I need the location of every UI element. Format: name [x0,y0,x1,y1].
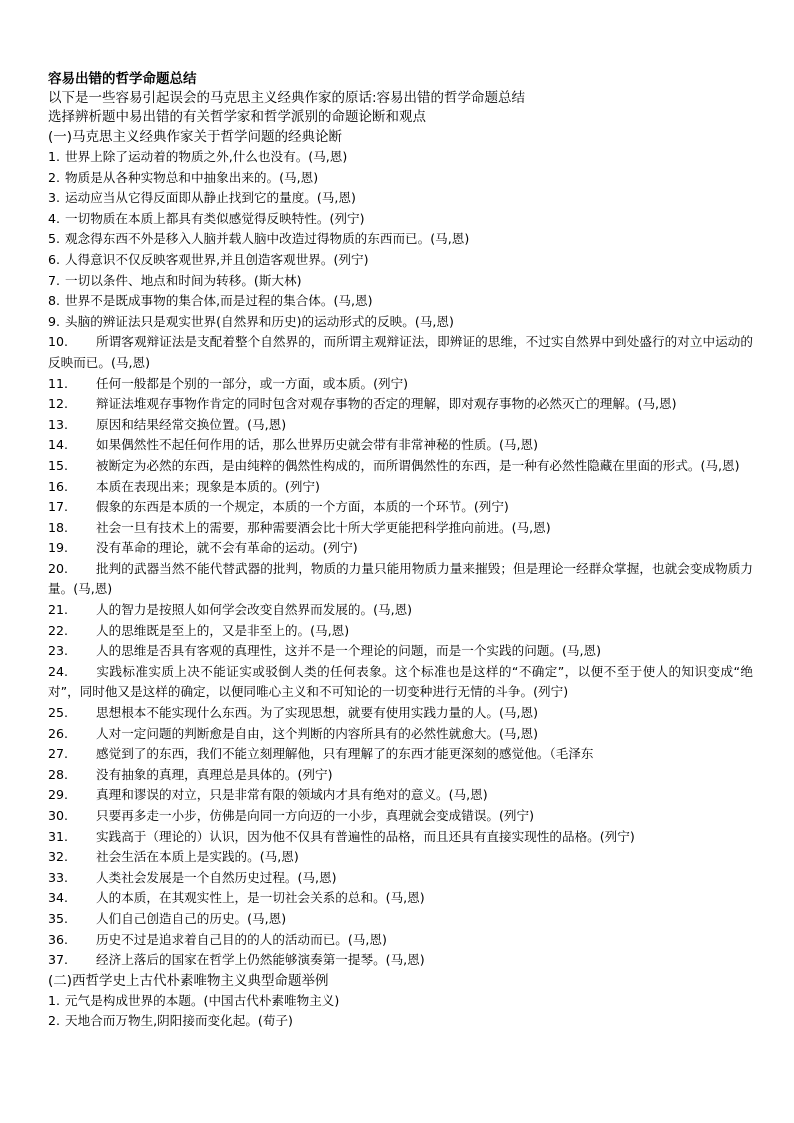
list-item [48,1011,753,1032]
list-item-number: 2. [48,1013,61,1029]
list-item-number: 11. [48,375,69,391]
list-item-number: 18. [48,519,69,535]
intro-line-2: 选择辨析题中易出错的有关哲学家和哲学派别的命题论断和观点 [48,109,426,125]
document-title: 容易出错的哲学命题总结 [48,71,197,87]
section-1-list [48,147,753,971]
list-item [48,888,753,909]
list-item-text: 天地合而万物生,阴阳接而变化起。(荀子) [65,1013,293,1029]
list-item [48,312,753,333]
list-item [48,827,753,848]
list-item [48,559,753,600]
list-item-text: 实践高于（理论的）认识，因为他不仅具有普遍性的品格，而且还具有直接实现性的品格。(列宁) [96,828,635,844]
list-item [48,456,753,477]
section-1-heading: (一)马克思主义经典作家关于哲学问题的经典论断 [48,129,343,145]
list-item [48,806,753,827]
list-item [48,785,753,806]
list-item [48,724,753,745]
list-item-number: 33. [48,869,69,885]
list-item [48,477,753,498]
list-item-text: 一切物质在本质上都具有类似感觉得反映特性。(列宁) [65,210,365,226]
list-item-number: 4. [48,210,61,226]
list-item-number: 36. [48,931,69,947]
list-item [48,250,753,271]
list-item-number: 1. [48,149,61,164]
list-item-number: 20. [48,560,69,576]
section-2-heading: (二)西哲学史上古代朴素唯物主义典型命题举例 [48,972,329,989]
list-item-text: 运动应当从它得反面即从静止找到它的量度。(马,恩) [65,190,356,206]
list-item-number: 10. [48,334,69,350]
list-item [48,271,753,292]
list-item-number: 21. [48,602,69,618]
list-item-text: 如果偶然性不起任何作用的话，那么世界历史就会带有非常神秘的性质。(马,恩) [96,437,539,453]
list-item-text: 元气是构成世界的本题。(中国古代朴素唯物主义) [65,992,340,1008]
list-item-text: 社会一旦有技术上的需要，那种需要酒会比十所大学更能把科学推向前进。(马,恩) [96,519,551,535]
list-item-number: 12. [48,396,69,412]
list-item [48,538,753,559]
list-item-text: 人的智力是按照人如何学会改变自然界而发展的。(马,恩) [96,602,413,618]
list-item-number: 14. [48,437,69,453]
list-item-number: 24. [48,663,69,679]
list-item [48,847,753,868]
list-item-text: 人类社会发展是一个自然历史过程。(马,恩) [96,869,337,885]
list-item-number: 9. [48,313,61,329]
list-item [48,415,753,436]
list-item-text: 假象的东西是本质的一个规定，本质的一个方面，本质的一个环节。(列宁) [96,499,509,515]
list-item-text: 感觉到了的东西，我们不能立刻理解他，只有理解了的东西才能更深刻的感觉他。（毛泽东 [96,746,594,762]
list-item-text: 一切以条件、地点和时间为转移。(斯大林) [65,272,302,288]
list-item [48,435,753,456]
list-item-number: 8. [48,293,61,309]
list-item-number: 17. [48,499,69,515]
list-item [48,518,753,539]
list-item [48,930,753,951]
list-item-number: 30. [48,808,69,823]
list-item [48,909,753,930]
list-item-number: 5. [48,231,61,247]
list-item-number: 35. [48,910,69,926]
list-item-text: 人对一定问题的判断愈是自由，这个判断的内容所具有的必然性就愈大。(马,恩) [96,725,539,741]
intro-line-1: 以下是一些容易引起误会的马克思主义经典作家的原话:容易出错的哲学命题总结 [48,90,526,106]
list-item-text: 真理和谬误的对立，只是非常有限的领域内才具有绝对的意义。(马,恩) [96,787,488,803]
list-item-number: 19. [48,540,69,556]
list-item-text: 人的本质，在其观实性上，是一切社会关系的总和。(马,恩) [96,890,425,906]
list-item [48,209,753,230]
list-item-number: 13. [48,416,69,432]
list-item-text: 所谓客观辩证法是支配着整个自然界的，而所谓主观辩证法，即辨证的思维，不过实自然界中到处盛行的对立中运动的反映而已。(马,恩) [48,334,753,370]
list-item-number: 15. [48,457,69,473]
list-item-text: 任何一般都是个别的一部分，或一方面，或本质。(列宁) [96,375,409,391]
list-item-text: 经济上落后的国家在哲学上仍然能够演奏第一提琴。(马,恩) [96,952,425,968]
list-item [48,229,753,250]
list-item [48,703,753,724]
list-item-text: 人得意识不仅反映客观世界,并且创造客观世界。(列宁) [65,251,369,267]
list-item-number: 28. [48,766,69,782]
list-item-text: 人们自己创造自己的历史。(马,恩) [96,910,287,926]
list-item-number: 34. [48,890,69,906]
list-item-number: 23. [48,643,69,659]
list-item [48,374,753,395]
list-item [48,641,753,662]
list-item [48,188,753,209]
list-item-number: 3. [48,190,61,206]
list-item-text: 辩证法堆观存事物作肯定的同时包含对观存事物的否定的理解，即对观存事物的必然灭亡的理解。(马,恩) [96,396,677,412]
list-item-number: 32. [48,849,69,865]
list-item [48,765,753,786]
list-item-text: 历史不过是追求着自己目的的人的活动而已。(马,恩) [96,931,387,947]
list-item-text: 人的思维既是至上的，又是非至上的。(马,恩) [96,622,350,638]
list-item-number: 2. [48,169,61,185]
list-item [48,662,753,703]
list-item-text: 观念得东西不外是移入人脑并载人脑中改造过得物质的东西而已。(马,恩) [65,231,470,247]
list-item-text: 世界上除了运动着的物质之外,什么也没有。(马,恩) [65,149,348,164]
list-item [48,950,753,971]
list-item-text: 批判的武器当然不能代替武器的批判，物质的力量只能用物质力量来摧毁；但是理论一经群众掌握，也就会变成物质力量。(马,恩) [48,560,753,597]
list-item-text: 没有革命的理论，就不会有革命的运动。(列宁) [96,540,358,556]
list-item [48,497,753,518]
list-item [48,332,753,373]
list-item-number: 7. [48,272,61,288]
list-item-text: 原因和结果经常交换位置。(马,恩) [96,416,287,432]
list-item [48,168,753,189]
list-item-text: 头脑的辨证法只是观实世界(自然界和历史)的运动形式的反映。(马,恩) [65,313,454,329]
list-item-number: 37. [48,952,69,968]
list-item-number: 29. [48,787,69,803]
list-item-number: 22. [48,622,69,638]
list-item-number: 1. [48,992,61,1008]
list-item-number: 25. [48,705,69,721]
list-item [48,744,753,765]
list-item-text: 本质在表现出来；现象是本质的。(列宁) [96,478,320,494]
list-item-text: 社会生活在本质上是实践的。(马,恩) [96,849,299,865]
section-2-list [48,991,753,1032]
list-item-number: 6. [48,251,61,267]
list-item-text: 人的思维是否具有客观的真理性，这并不是一个理论的问题，而是一个实践的问题。(马,恩) [96,643,601,659]
document-page [48,70,753,1032]
list-item-text: 世界不是既成事物的集合体,而是过程的集合体。(马,恩) [65,293,373,309]
list-item-text: 被断定为必然的东西，是由纯粹的偶然性构成的，而所谓偶然性的东西，是一种有必然性隐藏在里面的形式。(马,恩) [96,457,740,473]
list-item-number: 27. [48,746,69,762]
list-item [48,868,753,889]
list-item [48,147,753,168]
list-item-text: 物质是从各种实物总和中抽象出来的。(马,恩) [65,169,319,185]
list-item-text: 思想根本不能实现什么东西。为了实现思想，就要有使用实践力量的人。(马,恩) [96,705,539,721]
list-item [48,394,753,415]
list-item-number: 16. [48,478,69,494]
list-item-number: 31. [48,828,69,844]
list-item [48,291,753,312]
list-item [48,621,753,642]
list-item-number: 26. [48,725,69,741]
list-item-text: 实践标准实质上决不能证实或驳倒人类的任何表象。这个标准也是这样的“不确定”，以便不至于使人的知识变成“绝对”，同时他又是这样的确定，以便同唯心主义和不可知论的一切变种进行无情的斗争。(列宁) [48,663,753,700]
list-item [48,600,753,621]
list-item-text: 没有抽象的真理，真理总是具体的。(列宁) [96,766,333,782]
list-item [48,991,753,1012]
list-item-text: 只要再多走一小步，仿佛是向同一方向迈的一小步，真理就会变成错误。(列宁) [96,808,535,823]
